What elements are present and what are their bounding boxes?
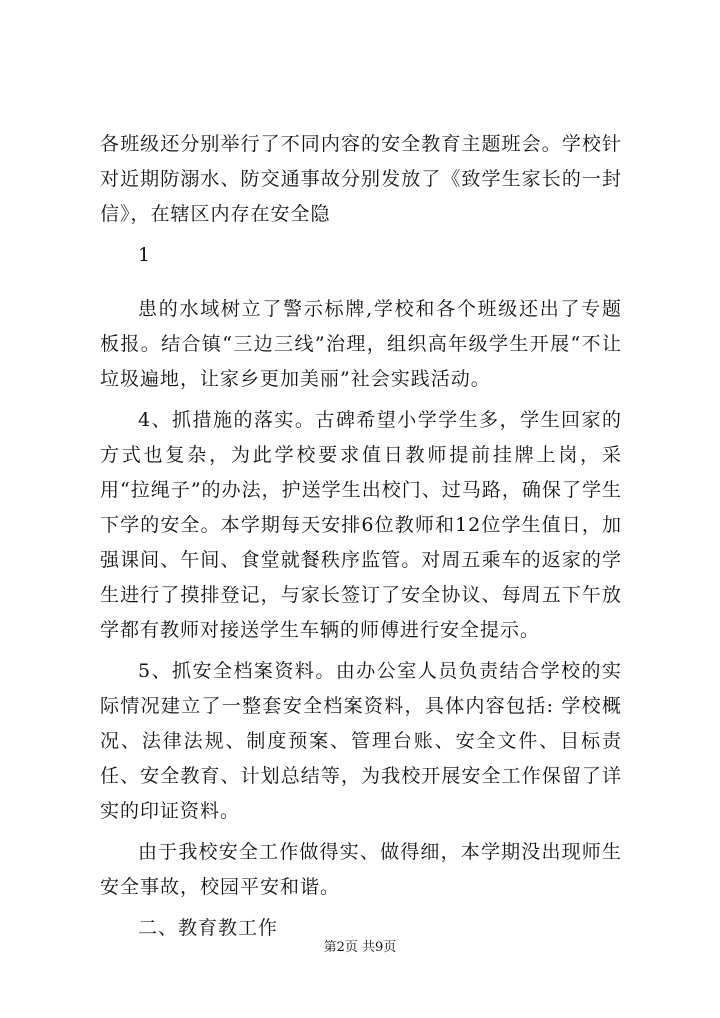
paragraph-measures: 4、抓措施的落实。古碑希望小学学生多，学生回家的方式也复杂，为此学校要求值日教师提前挂牌上岗，采用“拉绳子”的办法，护送学生出校门、过马路，确保了学生下学的安全。本学期每天安排6位教师和12位学生值日，加强课间、午间、食堂就餐秩序监管。对周五乘车的返家的学生进行了摸排登记，与家长签订了安全协议、每周五下午放学都有教师对接送学生车辆的师傅进行安全提示。 [100,409,622,641]
page-footer: 第2页 共9页 [323,940,397,955]
section-heading-teaching: 二、教育教工作 [138,917,279,939]
paragraph-safety-meetings: 各班级还分别举行了不同内容的安全教育主题班会。学校针对近期防溺水、防交通事故分别发放了《致学生家长的一封信》，在辖区内存在安全隐 [100,133,622,225]
paragraph-summary: 由于我校安全工作做得实、做得细，本学期没出现师生安全事故，校园平安和谐。 [100,841,622,898]
document-body [100,127,622,946]
paragraph-archives: 5、抓安全档案资料。由办公室人员负责结合学校的实际情况建立了一整套安全档案资料，具体内容包括: 学校概况、法律法规、制度预案、管理台账、安全文件、目标责任、安全教育、计划总结等，为我校开展安全工作保留了详实的印证资料。 [100,660,622,822]
inline-page-number: 1 [138,244,151,266]
paragraph-warning-signs: 患的水域树立了警示标牌,学校和各个班级还出了专题板报。结合镇“三边三线”治理，组织高年级学生开展“不让垃圾遍地，让家乡更加美丽”社会实践活动。 [100,298,622,390]
